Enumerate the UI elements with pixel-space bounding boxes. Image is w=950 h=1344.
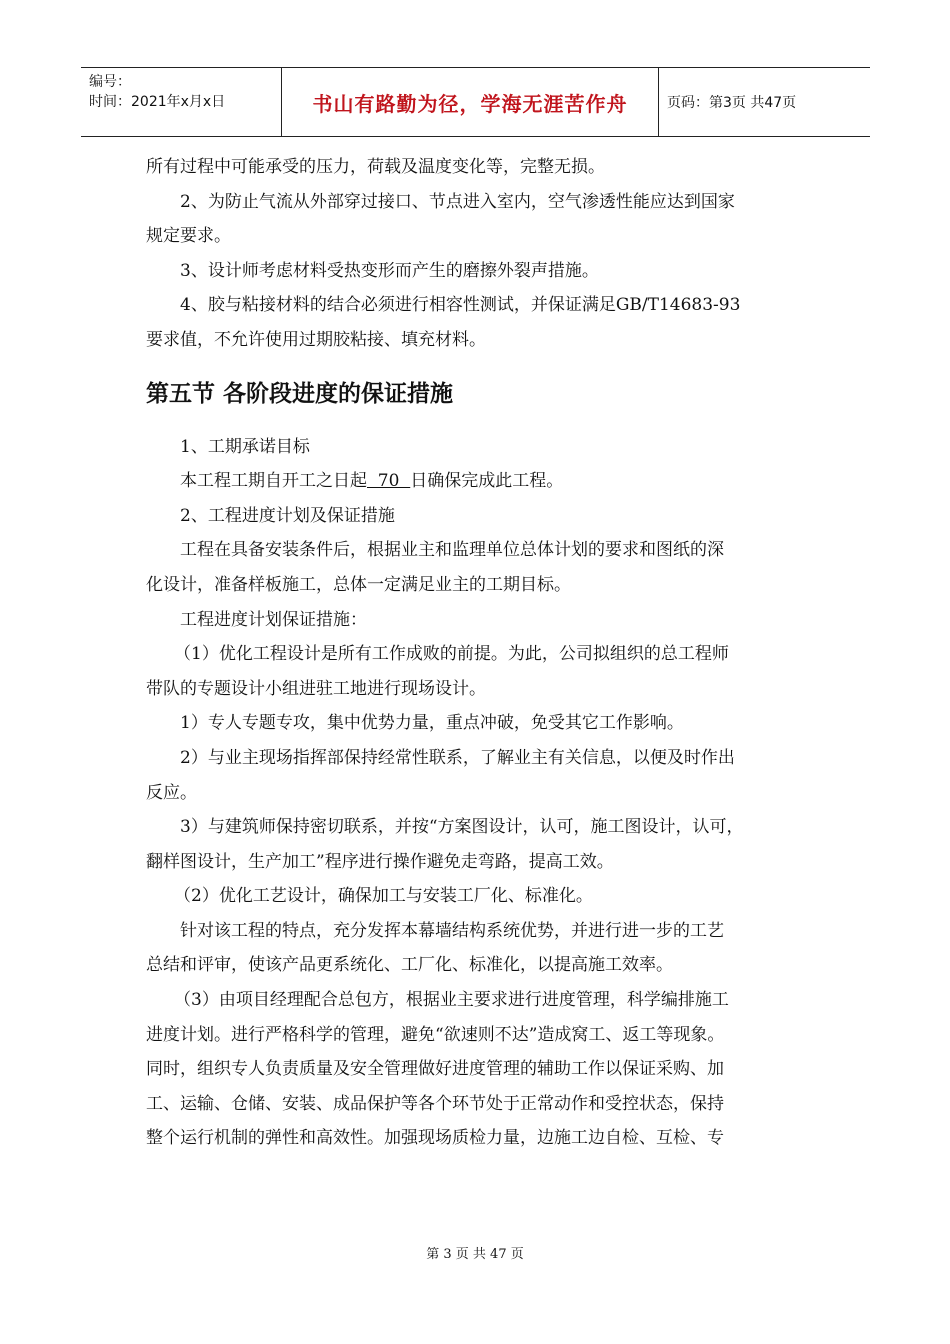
page-footer: 第 3 页 共 47 页: [426, 1247, 524, 1262]
paragraph-line: 化设计，准备样板施工，总体一定满足业主的工期目标。: [146, 574, 571, 595]
paragraph-line: 工程在具备安装条件后，根据业主和监理单位总体计划的要求和图纸的深: [180, 540, 724, 561]
paragraph-line: 所有过程中可能承受的压力，荷载及温度变化等，完整无损。: [146, 157, 605, 177]
paragraph-line: 1）专人专题专攻，集中优势力量，重点冲破，免受其它工作影响。: [180, 713, 684, 734]
document-body: [146, 150, 814, 1156]
paragraph-line: 工程进度计划保证措施：: [180, 609, 367, 630]
paragraph-line: 工、运输、仓储、安装、成品保护等各个环节处于正常动作和受控状态，保持: [146, 1093, 724, 1114]
header-meta: [81, 68, 282, 136]
page-header: [81, 67, 870, 137]
paragraph-line: （2）优化工艺设计，确保加工与安装工厂化、标准化。: [174, 886, 593, 907]
paragraph-line: 整个运行机制的弹性和高效性。加强现场质检力量，边施工边自检、互检、专: [146, 1128, 724, 1149]
paragraph-line: 同时，组织专人负责质量及安全管理做好进度管理的辅助工作以保证采购、加: [146, 1059, 724, 1080]
number-label: 编号：: [89, 74, 131, 90]
time-label: 时间：2021年x月x日: [89, 94, 226, 110]
paragraph-line: 针对该工程的特点，充分发挥本幕墙结构系统优势，并进行进一步的工艺: [180, 920, 724, 941]
text-segment: 日确保完成此工程。: [410, 471, 564, 492]
paragraph-line: 总结和评审，使该产品更系统化、工厂化、标准化，以提高施工效率。: [146, 955, 673, 976]
header-page-info: 页码：第3页 共47页: [667, 95, 797, 111]
paragraph-line: [146, 464, 814, 499]
paragraph-line: 2）与业主现场指挥部保持经常性联系，了解业主有关信息，以便及时作出: [180, 747, 735, 768]
paragraph-line: 规定要求。: [146, 226, 231, 247]
paragraph-line: 反应。: [146, 782, 197, 803]
paragraph-line: 4、胶与粘接材料的结合必须进行相容性测试，并保证满足GB/T14683-93: [180, 295, 741, 316]
paragraph-line: 1、工期承诺目标: [180, 436, 310, 457]
paragraph-line: （1）优化工程设计是所有工作成败的前提。为此，公司拟组织的总工程师: [174, 644, 729, 665]
paragraph-line: 进度计划。进行严格科学的管理，避免“欲速则不达”造成窝工、返工等现象。: [146, 1024, 725, 1045]
paragraph-line: 2、为防止气流从外部穿过接口、节点进入室内，空气渗透性能应达到国家: [180, 191, 735, 212]
header-motto: 书山有路勤为径，学海无涯苦作舟: [282, 68, 659, 136]
text-segment: 本工程工期自开工之日起: [180, 471, 367, 492]
paragraph-line: （3）由项目经理配合总包方，根据业主要求进行进度管理，科学编排施工: [174, 990, 729, 1011]
paragraph-line: 翻样图设计，生产加工”程序进行操作避免走弯路，提高工效。: [146, 851, 614, 872]
paragraph-line: 3、设计师考虑材料受热变形而产生的磨擦外裂声措施。: [180, 260, 599, 281]
duration-value: 70: [367, 471, 411, 492]
section-heading: 第五节 各阶段进度的保证措施: [146, 380, 454, 407]
paragraph-line: 要求值，不允许使用过期胶粘接、填充材料。: [146, 329, 486, 350]
paragraph-line: 2、工程进度计划及保证措施: [180, 505, 395, 526]
paragraph-line: 3）与建筑师保持密切联系，并按“方案图设计，认可，施工图设计，认可，: [180, 817, 744, 838]
paragraph-line: 带队的专题设计小组进驻工地进行现场设计。: [146, 678, 486, 699]
